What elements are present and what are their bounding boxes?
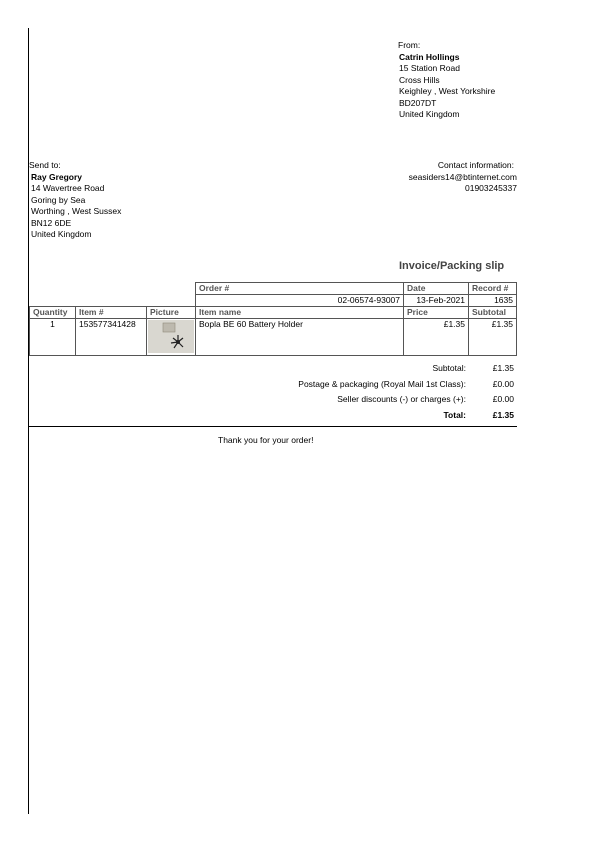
row-item-number: 153577341428 bbox=[76, 319, 147, 356]
discounts-label: Seller discounts (-) or charges (+): bbox=[337, 394, 466, 404]
order-table bbox=[195, 282, 517, 307]
price-header: Price bbox=[404, 307, 469, 319]
total-label: Total: bbox=[443, 409, 466, 420]
send-to-label: Send to: bbox=[29, 160, 61, 170]
row-item-name: Bopla BE 60 Battery Holder bbox=[196, 319, 404, 356]
from-address-line: BD207DT bbox=[399, 97, 437, 108]
date-header: Date bbox=[404, 283, 469, 295]
from-address-line: 15 Station Road bbox=[399, 63, 460, 73]
divider bbox=[29, 426, 517, 427]
thank-you-message: Thank you for your order! bbox=[218, 435, 314, 445]
item-number-header: Item # bbox=[76, 307, 147, 319]
total-value: £1.35 bbox=[492, 409, 514, 420]
order-date: 13-Feb-2021 bbox=[404, 295, 469, 307]
contact-block bbox=[409, 160, 517, 195]
recipient-address-line: Goring by Sea bbox=[31, 194, 86, 205]
items-table bbox=[29, 306, 517, 356]
discounts-value: £0.00 bbox=[492, 394, 514, 404]
send-to-block bbox=[29, 160, 121, 241]
record-header: Record # bbox=[469, 283, 517, 295]
table-row bbox=[30, 319, 517, 356]
summary-labels bbox=[298, 361, 466, 423]
recipient-address-line: United Kingdom bbox=[31, 229, 92, 239]
row-picture bbox=[147, 319, 196, 356]
row-subtotal: £1.35 bbox=[469, 319, 517, 356]
subtotal-label: Subtotal: bbox=[432, 363, 466, 373]
record-number: 1635 bbox=[469, 295, 517, 307]
summary-values bbox=[493, 361, 514, 423]
row-price: £1.35 bbox=[404, 319, 469, 356]
recipient-address-line: 14 Wavertree Road bbox=[31, 183, 105, 193]
from-block bbox=[399, 40, 495, 121]
subtotal-value: £1.35 bbox=[492, 363, 514, 373]
item-name-header: Item name bbox=[196, 307, 404, 319]
order-number: 02-06574-93007 bbox=[196, 295, 404, 307]
postage-label: Postage & packaging (Royal Mail 1st Class): bbox=[298, 378, 466, 389]
contact-phone: 01903245337 bbox=[464, 183, 517, 193]
recipient-name: Ray Gregory bbox=[31, 171, 83, 182]
row-quantity: 1 bbox=[30, 319, 76, 356]
from-address-line: United Kingdom bbox=[399, 109, 460, 119]
postage-value: £0.00 bbox=[492, 378, 514, 389]
left-margin-rule bbox=[28, 28, 29, 814]
from-label: From: bbox=[398, 40, 421, 50]
recipient-address-line: Worthing , West Sussex bbox=[31, 206, 122, 216]
recipient-address-line: BN12 6DE bbox=[31, 217, 72, 228]
picture-header: Picture bbox=[147, 307, 196, 319]
subtotal-header: Subtotal bbox=[469, 307, 517, 319]
contact-label: Contact information: bbox=[437, 160, 514, 170]
from-name: Catrin Hollings bbox=[399, 51, 460, 62]
order-number-header: Order # bbox=[196, 283, 404, 295]
from-address-line: Cross Hills bbox=[399, 74, 440, 85]
product-thumbnail-icon bbox=[148, 320, 194, 353]
document-title: Invoice/Packing slip bbox=[399, 260, 505, 272]
contact-email: seasiders14@btinternet.com bbox=[408, 171, 517, 182]
from-address-line: Keighley , West Yorkshire bbox=[399, 86, 496, 96]
quantity-header: Quantity bbox=[30, 307, 76, 319]
